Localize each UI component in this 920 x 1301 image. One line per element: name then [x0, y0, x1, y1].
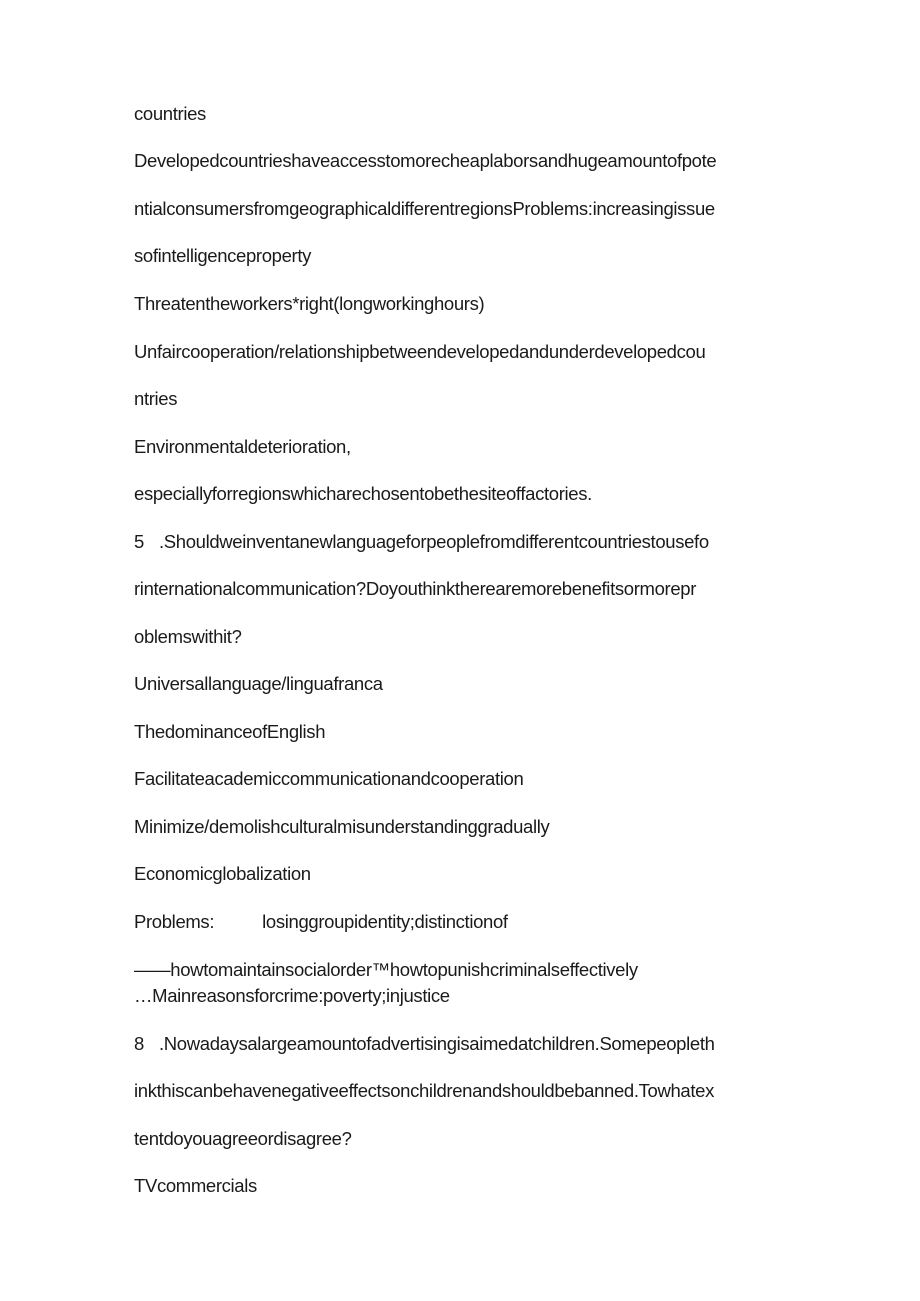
text-line: Developedcountrieshaveaccesstomorecheaplaborsandhugeamountofpote [134, 150, 717, 171]
text-line: Unfaircooperation/relationshipbetweendevelopedandunderdevelopedcou [134, 341, 706, 362]
text-line: ThedominanceofEnglish [134, 721, 326, 742]
question-text: .Nowadaysalargeamountofadvertisingisaimedatchildren.Somepeopleth [159, 1033, 715, 1054]
problems-text: losinggroupidentity;distinctionof [262, 911, 508, 932]
text-line: Minimize/demolishculturalmisunderstandinggradually [134, 816, 550, 837]
problems-label: Problems: [134, 911, 215, 932]
text-line: ntries [134, 388, 178, 409]
question-text: .Shouldweinventanewlanguageforpeoplefromdifferentcountriestousefo [159, 531, 709, 552]
text-line: Economicglobalization [134, 863, 311, 884]
text-line: ——howtomaintainsocialorder™howtopunishcriminalseffectively [134, 959, 638, 980]
question-5 [134, 531, 709, 553]
text-line: Facilitateacademiccommunicationandcooperation [134, 768, 524, 789]
text-line: especiallyforregionswhicharechosentobethesiteoffactories. [134, 483, 592, 504]
text-line: TVcommercials [134, 1175, 257, 1196]
question-number: 8 [134, 1033, 144, 1054]
text-line: ntialconsumersfromgeographicaldifferentregionsProblems:increasingissue [134, 198, 715, 219]
question-8 [134, 1033, 715, 1055]
problems-line [134, 911, 508, 933]
question-number: 5 [134, 531, 144, 552]
text-line: rinternationalcommunication?Doyouthinktherearemorebenefitsormorepr [134, 578, 697, 599]
text-line: countries [134, 103, 206, 124]
text-line: Environmentaldeterioration, [134, 436, 351, 457]
text-line: Universallanguage/linguafranca [134, 673, 383, 694]
text-line: inkthiscanbehavenegativeeffectsonchildrenandshouldbebanned.Towhatex [134, 1080, 714, 1101]
text-line: oblemswithit? [134, 626, 242, 647]
text-line: sofintelligenceproperty [134, 245, 312, 266]
text-line: …Mainreasonsforcrime:poverty;injustice [134, 985, 450, 1006]
text-line: tentdoyouagreeordisagree? [134, 1128, 352, 1149]
text-line: Threatentheworkers*right(longworkinghours) [134, 293, 485, 314]
